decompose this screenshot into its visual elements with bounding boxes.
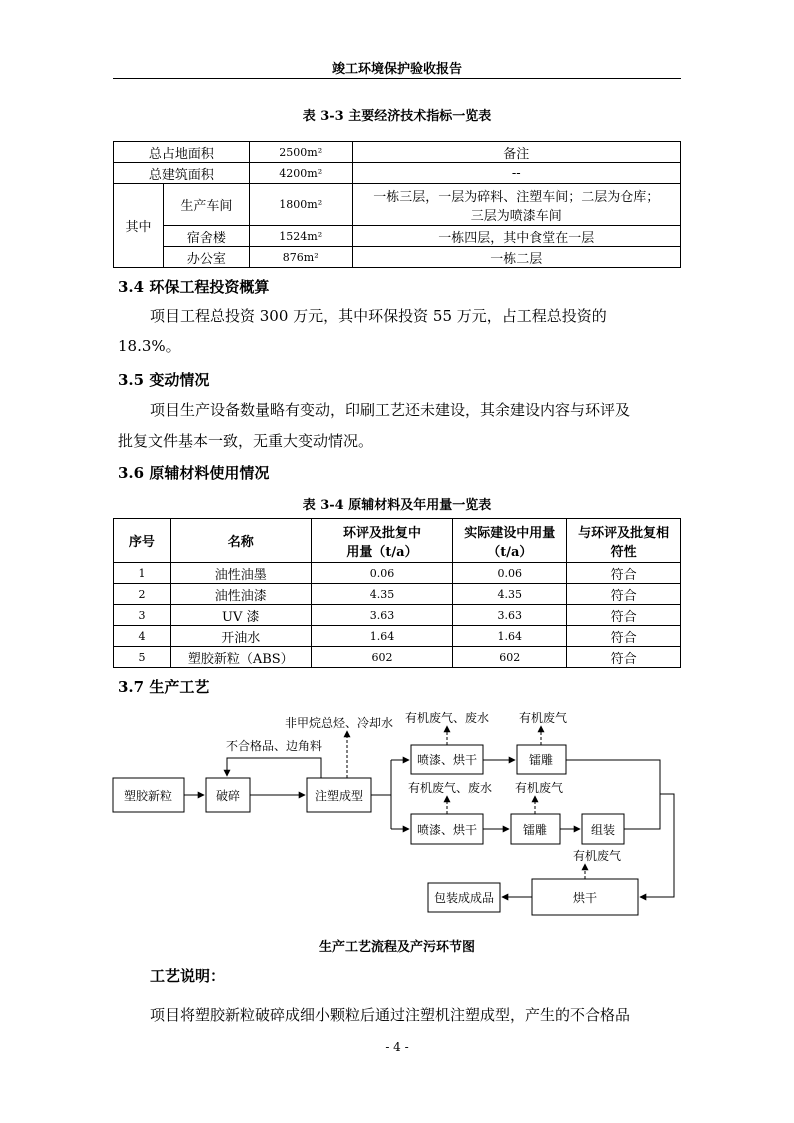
- label-reject-scrap: 不合格品、边角料: [225, 739, 323, 753]
- label-emission-spray-1: 有机废气、废水: [404, 711, 490, 725]
- label-emission-engrave-2: 有机废气: [514, 781, 564, 795]
- cell-name: 开油水: [170, 626, 311, 647]
- cell-conform: 符合: [567, 605, 681, 626]
- cell-value: 876m²: [249, 247, 352, 268]
- label-packaging: 包装成成品: [433, 891, 495, 905]
- cell-label: 办公室: [163, 247, 249, 268]
- label-plastic-pellets: 塑胶新粒: [123, 789, 173, 803]
- header-line: 与环评及批复相: [578, 525, 670, 541]
- cell-conform: 符合: [567, 626, 681, 647]
- cell-note-line: 一栋三层，一层为碎料、注塑车间；二层为仓库；: [373, 189, 660, 205]
- cell-eia: 0.06: [311, 563, 453, 584]
- cell-value: 1524m²: [249, 226, 352, 247]
- cell-eia: 602: [311, 647, 453, 668]
- section-3-4-paragraph-line1: 项目工程总投资 300 万元，其中环保投资 55 万元，占工程总投资的: [150, 307, 607, 325]
- process-note-heading: 工艺说明：: [150, 967, 226, 985]
- cell-label: 总建筑面积: [114, 163, 250, 184]
- label-emission-drying: 有机废气: [572, 849, 622, 863]
- cell-name: 油性油漆: [170, 584, 311, 605]
- cell-actual: 0.06: [453, 563, 567, 584]
- label-assembly: 组装: [590, 823, 616, 837]
- section-3-7-heading: 3.7 生产工艺: [118, 678, 210, 696]
- section-3-4-paragraph-line2: 18.3%。: [118, 337, 181, 355]
- label-emission-molding: 非甲烷总烃、冷却水: [284, 716, 394, 730]
- cell-eia: 1.64: [311, 626, 453, 647]
- cell-eia: 3.63: [311, 605, 453, 626]
- cell-label: 宿舍楼: [163, 226, 249, 247]
- header-line: 用量（t/a）: [346, 544, 418, 560]
- header-line: 环评及批复中: [343, 525, 422, 541]
- cell-label: 生产车间: [163, 184, 249, 226]
- cell-eia: 4.35: [311, 584, 453, 605]
- label-spray-dry-2: 喷漆、烘干: [416, 823, 478, 837]
- process-note-paragraph: 项目将塑胶新粒破碎成细小颗粒后通过注塑机注塑成型，产生的不合格品: [150, 1006, 631, 1024]
- cell-conform: 符合: [567, 584, 681, 605]
- cell-actual: 4.35: [453, 584, 567, 605]
- label-injection-molding: 注塑成型: [314, 789, 364, 803]
- label-crushing: 破碎: [215, 789, 241, 803]
- cell-actual: 3.63: [453, 605, 567, 626]
- cell-conform: 符合: [567, 647, 681, 668]
- cell-conform: 符合: [567, 563, 681, 584]
- label-emission-spray-2: 有机废气、废水: [407, 781, 493, 795]
- cell-actual: 1.64: [453, 626, 567, 647]
- cell-value: 1800m²: [249, 184, 352, 226]
- cell-group-label: 其中: [114, 184, 164, 268]
- cell-no: 4: [114, 626, 171, 647]
- label-emission-engrave-1: 有机废气: [518, 711, 568, 725]
- cell-value: 4200m²: [249, 163, 352, 184]
- header-line: （t/a）: [487, 544, 533, 560]
- cell-note: 一栋四层，其中食堂在一层: [352, 226, 680, 247]
- cell-note: 一栋二层: [352, 247, 680, 268]
- section-3-5-heading: 3.5 变动情况: [118, 371, 210, 389]
- figure-caption: 生产工艺流程及产污环节图: [318, 940, 475, 955]
- cell-name: UV 漆: [170, 605, 311, 626]
- table-3-4-caption: 表 3-4 原辅材料及年用量一览表: [302, 498, 492, 513]
- cell-no: 1: [114, 563, 171, 584]
- section-3-5-paragraph-line1: 项目生产设备数量略有变动，印刷工艺还未建设，其余建设内容与环评及: [150, 401, 631, 419]
- cell-no: 2: [114, 584, 171, 605]
- cell-no: 3: [114, 605, 171, 626]
- cell-note-line: 三层为喷漆车间: [470, 208, 562, 224]
- header-no: 序号: [114, 519, 171, 563]
- table-3-3-caption: 表 3-3 主要经济技术指标一览表: [302, 109, 492, 124]
- report-header: 竣工环境保护验收报告: [331, 62, 462, 77]
- label-drying: 烘干: [572, 891, 598, 905]
- section-3-4-heading: 3.4 环保工程投资概算: [118, 278, 270, 296]
- label-laser-engrave-2: 镭雕: [522, 823, 548, 837]
- section-3-6-heading: 3.6 原辅材料使用情况: [118, 464, 270, 482]
- header-line: 实际建设中用量: [464, 525, 556, 541]
- cell-value: 2500m²: [249, 142, 352, 163]
- cell-note: --: [352, 163, 680, 184]
- header-name: 名称: [170, 519, 311, 563]
- cell-no: 5: [114, 647, 171, 668]
- cell-actual: 602: [453, 647, 567, 668]
- cell-label: 总占地面积: [114, 142, 250, 163]
- section-3-5-paragraph-line2: 批复文件基本一致，无重大变动情况。: [118, 432, 374, 450]
- label-spray-dry-1: 喷漆、烘干: [416, 753, 478, 767]
- header-line: 符性: [610, 544, 637, 560]
- cell-note: 备注: [352, 142, 680, 163]
- cell-name: 塑胶新粒（ABS）: [170, 647, 311, 668]
- label-laser-engrave-1: 镭雕: [528, 753, 554, 767]
- page-number: - 4 -: [385, 1040, 409, 1054]
- cell-name: 油性油墨: [170, 563, 311, 584]
